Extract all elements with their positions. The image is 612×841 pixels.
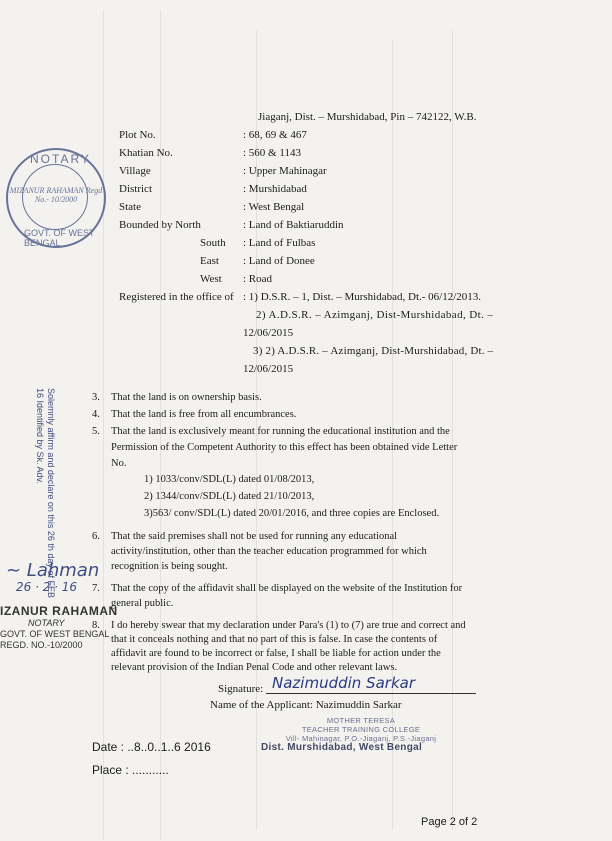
college-stamp-line1: MOTHER TERESA xyxy=(326,716,396,725)
notary-sign-date: 26 · 2 · 16 xyxy=(16,580,78,594)
village-label: Village xyxy=(119,165,151,177)
college-stamp-line2: TEACHER TRAINING COLLEGE xyxy=(301,725,421,734)
signature-line xyxy=(266,693,476,694)
registered-line3a: 3) 2) A.D.S.R. – Azimganj, Dist-Murshidabad, Dt. – xyxy=(253,345,494,357)
north-value: : Land of Baktiaruddin xyxy=(243,219,344,231)
west-value: : Road xyxy=(243,273,273,285)
clause-3-number: 3. xyxy=(92,392,100,403)
clause-5-line3: No. xyxy=(111,458,127,469)
clause-6-line1: That the said premises shall not be used for running any educational xyxy=(111,531,398,542)
handwritten-signature: Nazimuddin Sarkar xyxy=(272,674,415,692)
scan-line xyxy=(452,30,453,830)
clause-5-line1: That the land is exclusively meant for running the educational institution and the xyxy=(111,426,450,437)
village-value: : Upper Mahinagar xyxy=(243,165,327,177)
south-value: : Land of Fulbas xyxy=(243,237,316,249)
place-field: Place : ........... xyxy=(92,763,169,777)
signature-label: Signature: xyxy=(218,683,264,695)
registered-label: Registered in the office of xyxy=(119,291,234,303)
scan-line xyxy=(103,10,104,840)
clause-7-line2: general public. xyxy=(111,598,174,609)
college-stamp xyxy=(261,716,461,752)
page-number: Page 2 of 2 xyxy=(421,816,478,828)
south-label: South xyxy=(200,237,226,249)
letter-2: 2) 1344/conv/SDL(L) dated 21/10/2013, xyxy=(144,491,315,502)
clause-8-line4: relevant provision of the Indian Penal Code and other relevant laws. xyxy=(111,662,398,673)
district-label: District xyxy=(119,183,152,195)
clause-4-number: 4. xyxy=(92,409,100,420)
clause-6-number: 6. xyxy=(92,531,100,542)
stamp-center-text: MIZANUR RAHAMAN Regd No.- 10/2000 xyxy=(9,186,103,204)
notary-signature: ~ Lahman xyxy=(6,560,100,581)
notary-govt: GOVT. OF WEST BENGAL xyxy=(0,629,110,639)
plot-label: Plot No. xyxy=(119,129,156,141)
notary-seal xyxy=(0,604,118,651)
clause-5-line2: Permission of the Competent Authority to this effect has been obtained vide Letter xyxy=(111,442,458,453)
college-stamp-line4: Dist. Murshidabad, West Bengal xyxy=(261,742,423,753)
north-label: Bounded by North xyxy=(119,219,201,231)
clause-3-text: That the land is on ownership basis. xyxy=(111,392,262,403)
east-value: : Land of Donee xyxy=(243,255,315,267)
registered-line2a: 2) A.D.S.R. – Azimganj, Dist-Murshidabad, Dt. – xyxy=(256,309,494,321)
notary-round-stamp xyxy=(6,148,106,248)
clause-6-line3: recognition is being sought. xyxy=(111,561,228,572)
letter-1: 1) 1033/conv/SDL(L) dated 01/08/2013, xyxy=(144,474,315,485)
state-value: : West Bengal xyxy=(243,201,305,213)
notary-title: NOTARY xyxy=(28,618,65,628)
clause-8-line1: I do hereby swear that my declaration under Para's (1) to (7) are true and correct and xyxy=(111,620,466,631)
clause-4-text: That the land is free from all encumbrances. xyxy=(111,409,297,420)
applicant-name: Name of the Applicant: Nazimuddin Sarkar xyxy=(210,699,402,711)
state-label: State xyxy=(119,201,141,213)
clause-7-number: 7. xyxy=(92,583,100,594)
registered-line3b: 12/06/2015 xyxy=(243,363,294,375)
clause-7-line1: That the copy of the affidavit shall be displayed on the website of the Institution for xyxy=(111,583,463,594)
stamp-top-text: NOTARY xyxy=(30,152,91,166)
west-label: West xyxy=(200,273,222,285)
stamp-bottom-text: GOVT. OF WEST BENGAL xyxy=(24,228,95,248)
date-field: Date : ..8..0..1..6 2016 xyxy=(92,740,211,754)
registered-line1: : 1) D.S.R. – 1, Dist. – Murshidabad, Dt.- 06/12/2013. xyxy=(243,291,482,303)
letter-3: 3)563/ conv/SDL(L) dated 20/01/2016, and three copies are Enclosed. xyxy=(144,508,440,519)
east-label: East xyxy=(200,255,219,267)
notary-name: IZANUR RAHAMAN xyxy=(0,604,118,618)
notary-regd: REGD. NO.-10/2000 xyxy=(0,640,83,650)
affirmation-stamp: Solemnly affirm and declare on this 26 th day of FEB 16 Identified by Sk. Adv. xyxy=(35,388,56,598)
khatian-value: : 560 & 1143 xyxy=(243,147,301,159)
clause-8-line3: affidavit are found to be incorrect or false, I shall be liable for action under the xyxy=(111,648,441,659)
clause-5-number: 5. xyxy=(92,426,100,437)
college-stamp-line3: Vill- Mahinagar, P.O.-Jiaganj, P.S.-Jiaganj xyxy=(285,734,437,743)
registered-line2b: 12/06/2015 xyxy=(243,327,294,339)
khatian-label: Khatian No. xyxy=(119,147,173,159)
clause-6-line2: activity/institution, other than the teacher education programmed for which xyxy=(111,546,427,557)
clause-8-line2: that it conceals nothing and that no part of this is false. In case the contents of xyxy=(111,634,438,645)
district-value: : Murshidabad xyxy=(243,183,307,195)
clause-8-number: 8. xyxy=(92,620,100,631)
plot-value: : 68, 69 & 467 xyxy=(243,129,307,141)
address-line: Jiaganj, Dist. – Murshidabad, Pin – 742122, W.B. xyxy=(258,111,477,123)
